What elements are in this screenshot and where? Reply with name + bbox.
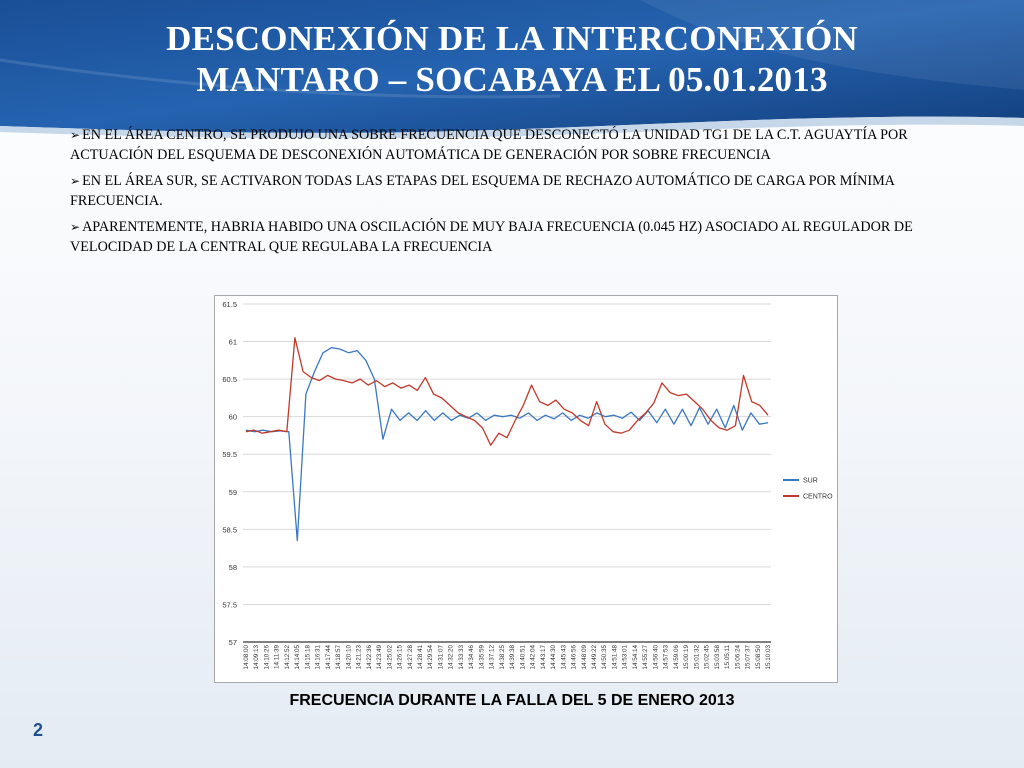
- x-tick-label: 15:01:32: [693, 645, 701, 670]
- x-tick-label: 14:45:43: [560, 645, 568, 670]
- x-tick-label: 15:08:50: [754, 645, 762, 670]
- x-tick-label: 14:55:27: [642, 645, 650, 670]
- x-tick-label: 14:31:07: [437, 645, 445, 670]
- x-tick-label: 14:11:39: [273, 645, 281, 670]
- series-line-sur: [246, 348, 768, 541]
- title-line-2: MANTARO – SOCABAYA EL 05.01.2013: [196, 60, 828, 99]
- x-tick-label: 14:27:28: [406, 645, 414, 670]
- x-tick-label: 14:12:52: [283, 645, 291, 670]
- x-tick-label: 14:40:51: [519, 645, 527, 670]
- bullet-item: [70, 172, 970, 211]
- y-tick-label: 57: [228, 638, 237, 647]
- y-tick-label: 58: [228, 562, 237, 572]
- x-tick-label: 14:17:44: [324, 645, 332, 670]
- y-tick-label: 59.5: [222, 450, 237, 460]
- x-tick-label: 14:54:14: [631, 645, 639, 670]
- x-tick-label: 14:56:40: [652, 645, 660, 670]
- bullet-item: [70, 126, 970, 165]
- frequency-chart: [214, 295, 838, 683]
- x-tick-label: 14:42:04: [529, 645, 537, 670]
- y-tick-label: 60.5: [222, 375, 237, 385]
- x-tick-label: 14:25:02: [386, 645, 394, 670]
- bullet-list: [70, 126, 970, 264]
- x-tick-label: 14:21:23: [355, 645, 363, 670]
- x-tick-label: 14:29:54: [427, 645, 435, 670]
- x-tick-label: 14:38:25: [498, 645, 506, 670]
- x-tick-label: 15:00:19: [683, 645, 691, 670]
- y-tick-label: 57.5: [222, 600, 237, 610]
- x-tick-label: 14:44:30: [550, 645, 558, 670]
- frequency-chart-svg: [215, 296, 837, 682]
- x-tick-label: 14:20:10: [345, 645, 353, 670]
- y-tick-label: 58.5: [222, 525, 237, 535]
- arrow-bullet-icon: ➢: [70, 128, 81, 142]
- x-tick-label: 14:37:12: [488, 645, 496, 670]
- x-tick-label: 14:34:46: [468, 645, 476, 670]
- x-tick-label: 14:14:05: [294, 645, 302, 670]
- slide-title: [0, 18, 1024, 100]
- x-tick-label: 15:02:45: [703, 645, 711, 670]
- x-tick-label: 14:39:38: [509, 645, 517, 670]
- bullet-text: EN EL ÁREA CENTRO, SE PRODUJO UNA SOBRE FRECUENCIA QUE DESCONECTÓ LA UNIDAD TG1 DE LA C.T. AGUAYTÍA POR ACTUACIÓN DEL ESQUEMA DE DESCONEXIÓN AUTOMÁTICA DE GENERACIÓN POR SOBRE FRECUENCIA: [70, 127, 908, 163]
- bullet-text: APARENTEMENTE, HABRIA HABIDO UNA OSCILACIÓN DE MUY BAJA FRECUENCIA (0.045 HZ) ASOCIADO AL REGULADOR DE VELOCIDAD DE LA CENTRAL QUE REGULABA LA FRECUENCIA: [70, 219, 913, 255]
- page-number: 2: [33, 720, 44, 740]
- x-tick-label: 14:22:36: [365, 645, 373, 670]
- x-tick-label: 14:53:01: [621, 645, 629, 670]
- x-tick-label: 15:06:24: [734, 645, 742, 670]
- bullet-text: EN EL ÁREA SUR, SE ACTIVARON TODAS LAS ETAPAS DEL ESQUEMA DE RECHAZO AUTOMÁTICO DE CARGA POR MÍNIMA FRECUENCIA.: [70, 173, 895, 209]
- chart-caption: FRECUENCIA DURANTE LA FALLA DEL 5 DE ENERO 2013: [289, 692, 735, 709]
- x-tick-label: 14:32:20: [447, 645, 455, 670]
- x-tick-label: 15:05:11: [724, 645, 732, 670]
- y-tick-label: 60: [228, 412, 237, 422]
- y-tick-label: 61.5: [222, 300, 237, 309]
- x-tick-label: 14:10:26: [263, 645, 271, 670]
- x-tick-label: 14:51:48: [611, 645, 619, 670]
- x-tick-label: 14:35:59: [478, 645, 486, 670]
- x-tick-label: 14:16:31: [314, 645, 322, 670]
- y-tick-label: 61: [228, 337, 237, 347]
- x-tick-label: 14:57:53: [662, 645, 670, 670]
- y-tick-label: 59: [228, 487, 237, 497]
- x-tick-label: 15:07:37: [744, 645, 752, 670]
- x-tick-label: 14:23:49: [376, 645, 384, 670]
- x-tick-label: 14:49:22: [591, 645, 598, 670]
- x-tick-label: 14:43:17: [539, 645, 547, 670]
- x-tick-label: 14:09:13: [253, 645, 261, 670]
- x-tick-label: 14:15:18: [304, 645, 312, 670]
- x-tick-label: 14:46:56: [570, 645, 578, 670]
- x-tick-label: 14:59:06: [672, 645, 680, 670]
- series-line-centro: [246, 338, 768, 445]
- x-tick-label: 14:33:33: [457, 645, 465, 670]
- x-tick-label: 15:03:58: [713, 645, 721, 670]
- title-line-1: DESCONEXIÓN DE LA INTERCONEXIÓN: [166, 19, 858, 58]
- x-tick-label: 14:08:00: [243, 645, 250, 670]
- arrow-bullet-icon: ➢: [70, 174, 81, 188]
- arrow-bullet-icon: ➢: [70, 220, 81, 234]
- x-tick-label: 14:48:09: [580, 645, 588, 670]
- x-tick-label: 15:10:03: [765, 645, 772, 670]
- x-tick-label: 14:28:41: [417, 645, 424, 670]
- x-tick-label: 14:18:57: [335, 645, 343, 670]
- x-tick-label: 14:50:35: [601, 645, 609, 670]
- bullet-item: [70, 218, 970, 257]
- legend-label-sur: SUR: [803, 477, 818, 485]
- x-tick-label: 14:26:15: [396, 645, 404, 670]
- legend-label-centro: CENTRO: [803, 493, 833, 501]
